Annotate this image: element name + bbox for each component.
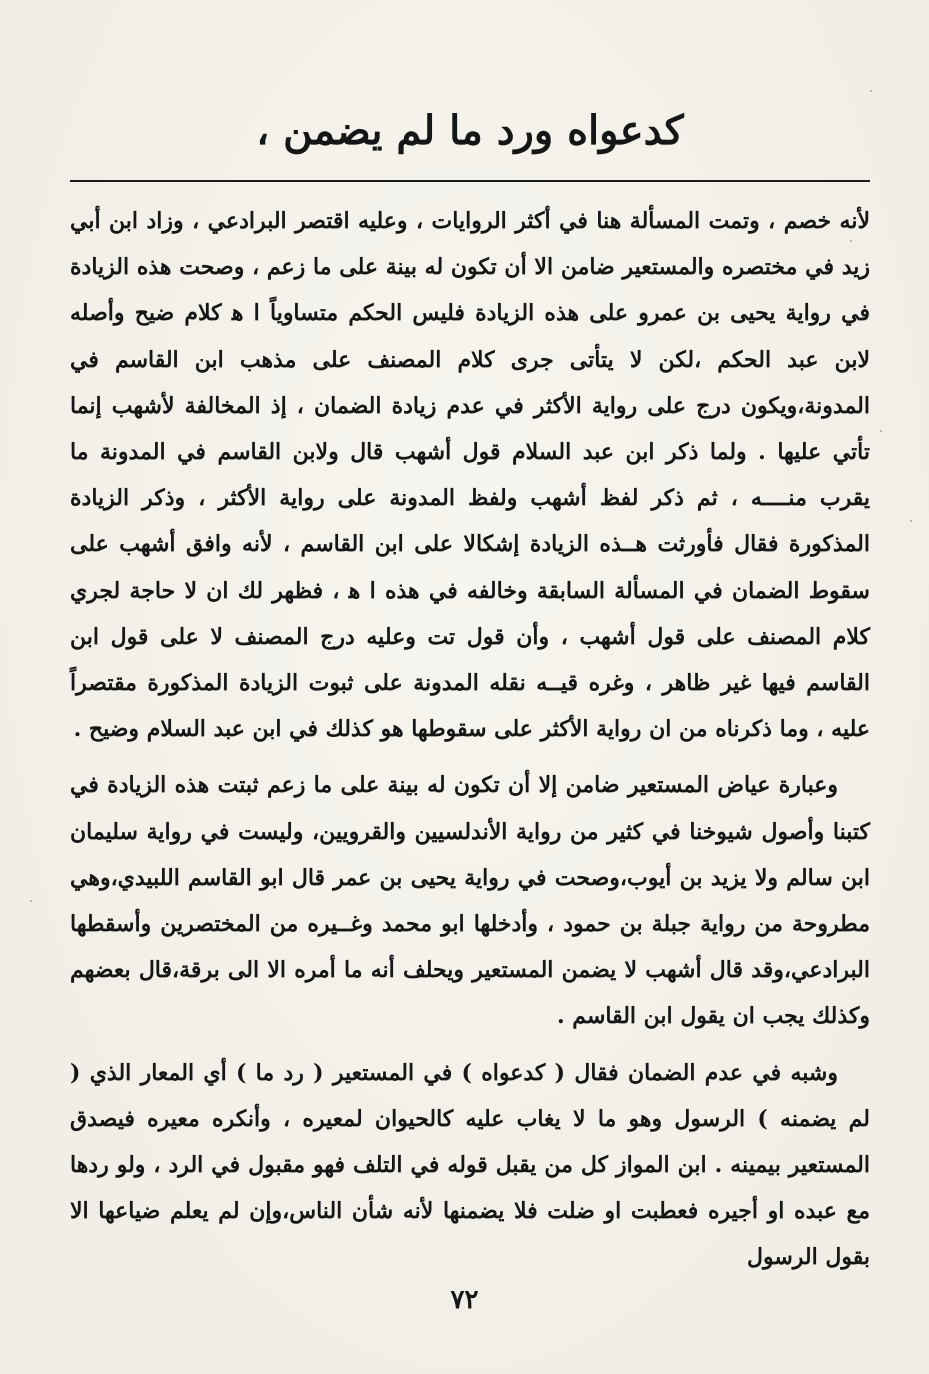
header-divider [70,180,870,182]
running-header [70,100,870,160]
main-text [70,198,870,1281]
paragraph: وشبه في عدم الضمان فقال ( كدعواه ) في المستعير ( رد ما ) أي المعار الذي ( لم يضمنه ) الرسول وهو ما لا يغاب عليه كالحيوان لمعيره ، وأنكره معيره فيصدق المستعير بيمينه . ابن المواز كل من يقبل قوله في التلف فهو مقبول في الرد ، ولو ردها مع عبده او أجيره فعطبت او ضلت فلا يضمنها لأنه شأن الناس،وإن لم يعلم ضياعها الا بقول الرسول [70,1059,870,1271]
paragraph: وعبارة عياض المستعير ضامن إلا أن تكون له بينة على ما زعم ثبتت هذه الزيادة في كتبنا وأصول شيوخنا في كثير من رواية الأندلسيين والقرويين، وليست في رواية سليمان ابن سالم ولا يزيد بن أيوب،وصحت في رواية يحيى بن عمر قال ابو القاسم اللبيدي،وهي مطروحة من رواية جبلة بن حمود ، وأدخلها ابو محمد وغــيره من المختصرين وأسقطها البرادعي،وقد قال أشهب لا يضمن المستعير ويحلف أنه ما أمره الا الى برقة،قال بعضهم وكذلك يجب ان يقول ابن القاسم . [70,772,870,1030]
scan-speck [910,520,912,522]
header-title: كدعواه ورد ما لم يضمن ، [256,106,684,154]
scan-speck [870,90,872,92]
scan-speck [880,430,882,432]
paragraph: لأنه خصم ، وتمت المسألة هنا في أكثر الروايات ، وعليه اقتصر البرادعي ، وزاد ابن أبي زيد في مختصره والمستعير ضامن الا أن تكون له بينة على ما زعم ، وصحت هذه الزيادة في رواية يحيى بن عمرو على هذه الزيادة فليس الحكم متساوياً ا ﻫ كلام ضيح وأصله لابن عبد الحكم ،لكن لا يتأتى جرى كلام المصنف على مذهب ابن القاسم في المدونة،ويكون درج على رواية الأكثر في عدم زيادة الضمان ، إذ المخالفة لأشهب إنما تأتي عليها . ولما ذكر ابن عبد السلام قول أشهب قال ولابن القاسم في المدونة ما يقرب منــــه ، ثم ذكر لفظ أشهب ولفظ المدونة على رواية الأكثر ، وذكر الزيادة المذكورة فقال فأورثت هــذه الزيادة إشكالا على ابن القاسم ، لأنه وافق أشهب على سقوط الضمان في المسألة السابقة وخالفه في هذه ا ﻫ ، فظهر لك ان لا حاجة لجري كلام المصنف على قول أشهب ، وأن قول تت وعليه درج المصنف لا على قول ابن القاسم فيها غير ظاهر ، وغره قيــه نقله المدونة على ثبوت الزيادة المذكورة مقتصراً عليه ، وما ذكرناه من ان رواية الأكثر على سقوطها هو كذلك في ابن عبد السلام وضيح . [70,208,870,743]
scan-speck [850,240,852,242]
scan-speck [30,900,32,902]
page-number: ٧٢ [450,1285,479,1315]
